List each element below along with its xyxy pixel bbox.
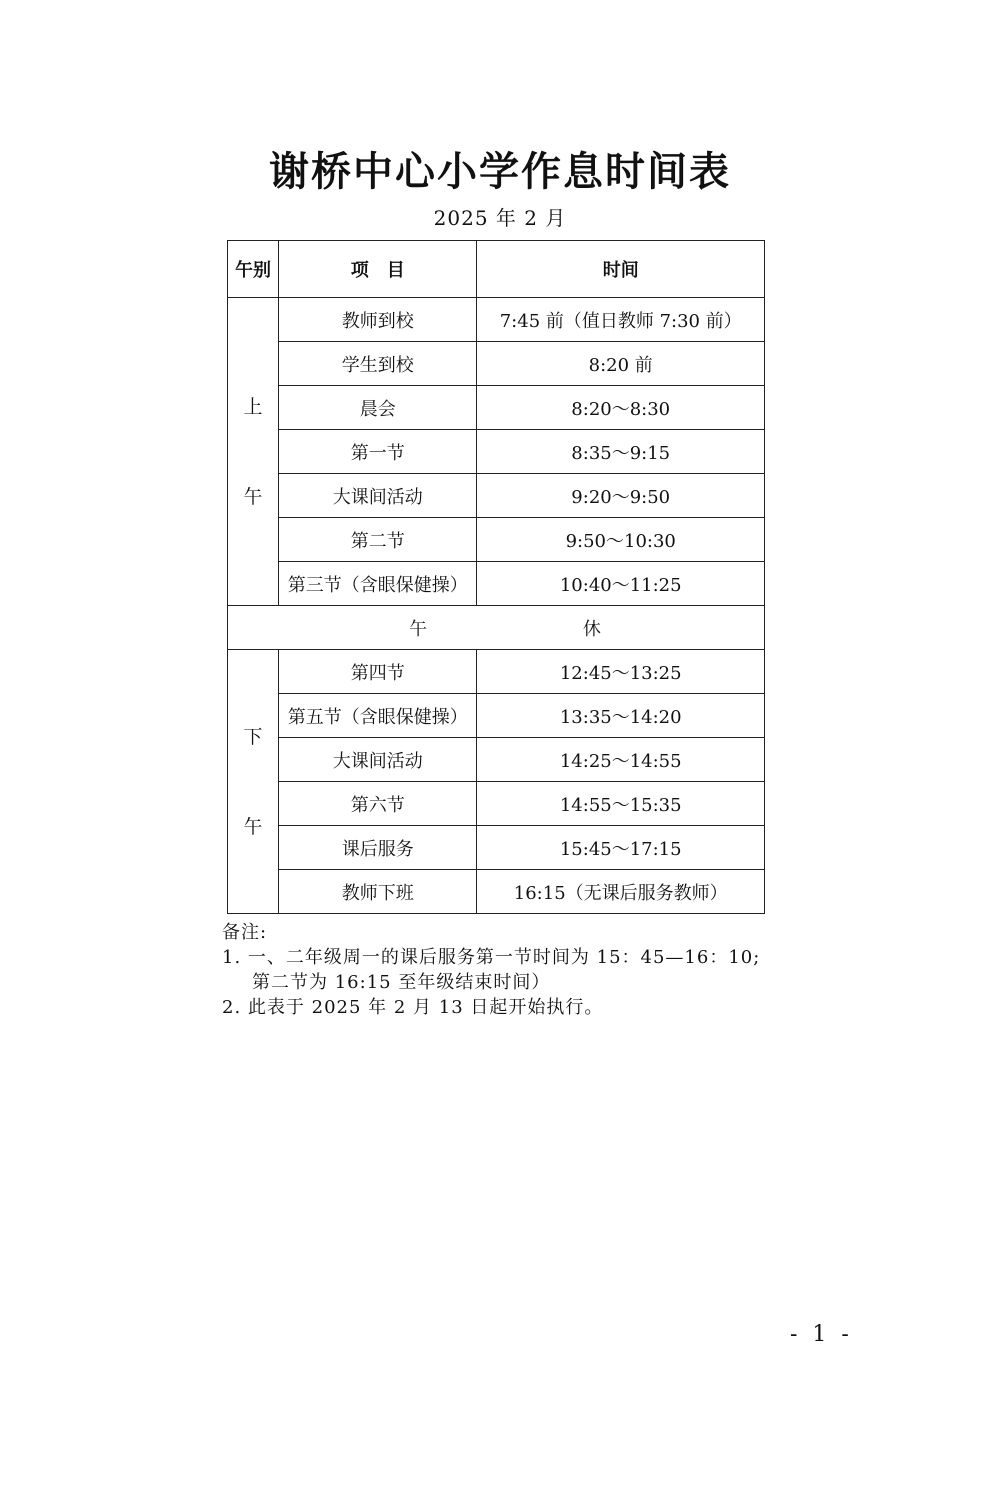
note-line-2: 2. 此表于 2025 年 2 月 13 日起开始执行。 bbox=[222, 997, 604, 1018]
schedule-table bbox=[227, 240, 765, 914]
afternoon-label-bottom: 午 bbox=[243, 815, 263, 838]
time-cell: 9:50～10:30 bbox=[477, 518, 765, 562]
item-cell: 第三节（含眼保健操） bbox=[279, 562, 477, 606]
time-cell: 8:20 前 bbox=[477, 342, 765, 386]
header-item: 项 目 bbox=[279, 241, 477, 298]
time-cell: 13:35～14:20 bbox=[477, 694, 765, 738]
document-date: 2025 年 2 月 bbox=[433, 206, 567, 230]
page-title: 谢桥中心小学作息时间表 bbox=[269, 148, 731, 195]
noon-break-left: 午 bbox=[409, 618, 428, 640]
morning-label bbox=[228, 298, 279, 606]
time-cell: 10:40～11:25 bbox=[477, 562, 765, 606]
item-cell: 大课间活动 bbox=[279, 738, 477, 782]
item-cell: 课后服务 bbox=[279, 826, 477, 870]
item-cell: 大课间活动 bbox=[279, 474, 477, 518]
time-cell: 14:55～15:35 bbox=[477, 782, 765, 826]
header-time: 时间 bbox=[477, 241, 765, 298]
afternoon-label-top: 下 bbox=[243, 725, 263, 748]
time-cell: 16:15（无课后服务教师） bbox=[477, 870, 765, 914]
table-row bbox=[228, 430, 765, 474]
time-cell: 9:20～9:50 bbox=[477, 474, 765, 518]
time-cell: 8:35～9:15 bbox=[477, 430, 765, 474]
table-header-row bbox=[228, 241, 765, 298]
noon-break-cell bbox=[228, 606, 765, 650]
item-cell: 晨会 bbox=[279, 386, 477, 430]
header-period: 午别 bbox=[228, 241, 279, 298]
item-cell: 教师到校 bbox=[279, 298, 477, 342]
page-number: - 1 - bbox=[790, 1322, 853, 1347]
table-row bbox=[228, 826, 765, 870]
noon-break-right: 休 bbox=[582, 618, 601, 640]
note-line-1: 1. 一、二年级周一的课后服务第一节时间为 15：45—16：10; bbox=[222, 947, 761, 968]
table-row bbox=[228, 474, 765, 518]
table-row bbox=[228, 518, 765, 562]
item-cell: 第二节 bbox=[279, 518, 477, 562]
time-cell: 14:25～14:55 bbox=[477, 738, 765, 782]
item-cell: 第五节（含眼保健操） bbox=[279, 694, 477, 738]
table-row bbox=[228, 562, 765, 606]
time-cell: 8:20～8:30 bbox=[477, 386, 765, 430]
morning-label-top: 上 bbox=[243, 395, 263, 418]
table-row bbox=[228, 342, 765, 386]
item-cell: 第四节 bbox=[279, 650, 477, 694]
table-row bbox=[228, 738, 765, 782]
item-cell: 学生到校 bbox=[279, 342, 477, 386]
morning-label-bottom: 午 bbox=[243, 485, 263, 508]
table-row bbox=[228, 386, 765, 430]
notes-heading: 备注: bbox=[222, 922, 268, 943]
table-row bbox=[228, 870, 765, 914]
item-cell: 教师下班 bbox=[279, 870, 477, 914]
table-row bbox=[228, 782, 765, 826]
time-cell: 15:45～17:15 bbox=[477, 826, 765, 870]
time-cell: 12:45～13:25 bbox=[477, 650, 765, 694]
table-row bbox=[228, 650, 765, 694]
noon-break-row bbox=[228, 606, 765, 650]
note-line-1-continued: 第二节为 16:15 至年级结束时间） bbox=[252, 972, 551, 993]
afternoon-label bbox=[228, 650, 279, 914]
item-cell: 第六节 bbox=[279, 782, 477, 826]
time-cell: 7:45 前（值日教师 7:30 前） bbox=[477, 298, 765, 342]
table-row bbox=[228, 298, 765, 342]
notes-section bbox=[222, 920, 782, 1020]
item-cell: 第一节 bbox=[279, 430, 477, 474]
table-row bbox=[228, 694, 765, 738]
